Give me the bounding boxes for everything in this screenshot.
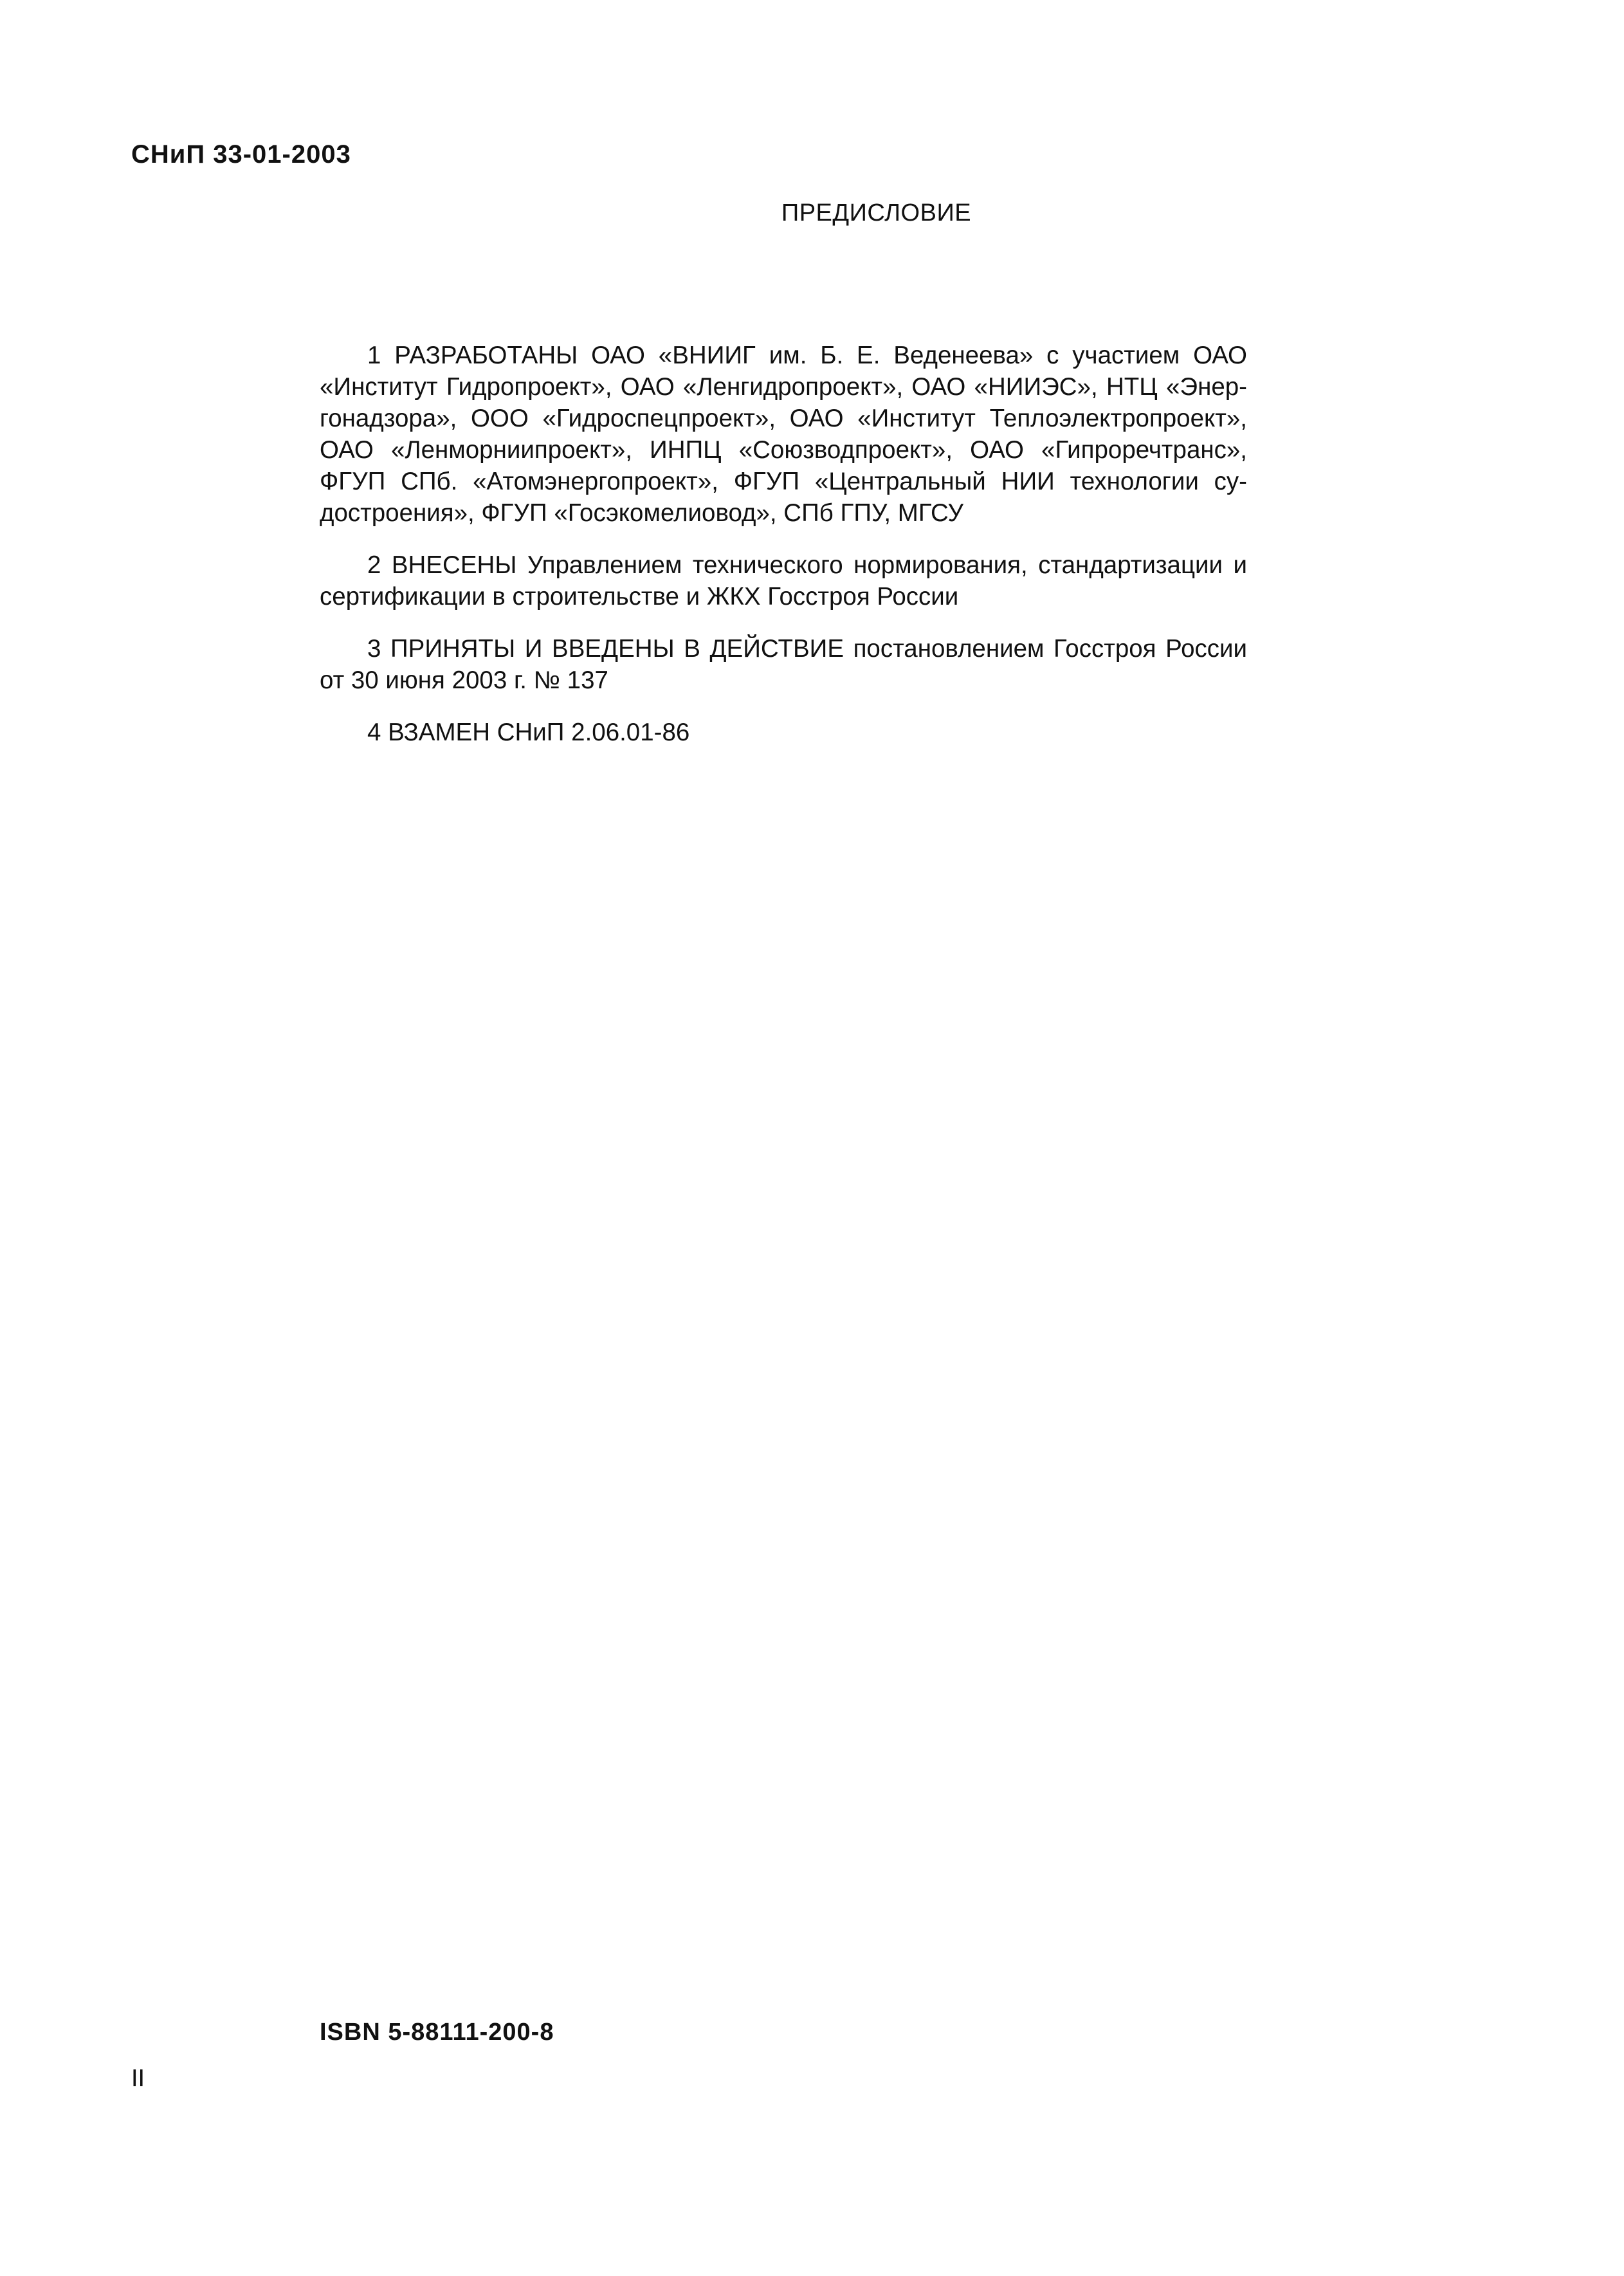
preface-item-developed: 1 РАЗРАБОТАНЫ ОАО «ВНИИГ им. Б. Е. Веденеева» с участием ОАО «Институт Гидропроект», ОАО «Ленгидропроект», ОАО «НИИЭС», НТЦ «Энергонадзора», ООО «Гидроспецпроект», ОАО «Институт Теплоэлектропроект», ОАО «Ленморниипроект», ИНПЦ «Союзводпроект», ОАО «Гипроречтранс», ФГУП СПб. «Атомэнергопроект», ФГУП «Центральный НИИ технологии судостроения», ФГУП «Госэкомелиовод», СПб ГПУ, МГСУ	[320, 342, 1247, 527]
preface-item-replaces: 4 ВЗАМЕН СНиП 2.06.01-86	[367, 719, 690, 746]
section-heading: ПРЕДИСЛОВИЕ	[781, 199, 972, 226]
preface-item-adopted: 3 ПРИНЯТЫ И ВВЕДЕНЫ В ДЕЙСТВИЕ постановлением Госстроя России от 30 июня 2003 г. № 137	[320, 635, 1247, 694]
page-number: II	[131, 2065, 145, 2092]
isbn-label: ISBN 5-88111-200-8	[320, 2019, 554, 2046]
preface-item-introduced: 2 ВНЕСЕНЫ Управлением технического нормирования, стандартизации и сертификации в строительстве и ЖКХ Госстроя России	[320, 551, 1247, 610]
preface-body	[320, 340, 1247, 769]
document-code: СНиП 33-01-2003	[131, 140, 351, 169]
